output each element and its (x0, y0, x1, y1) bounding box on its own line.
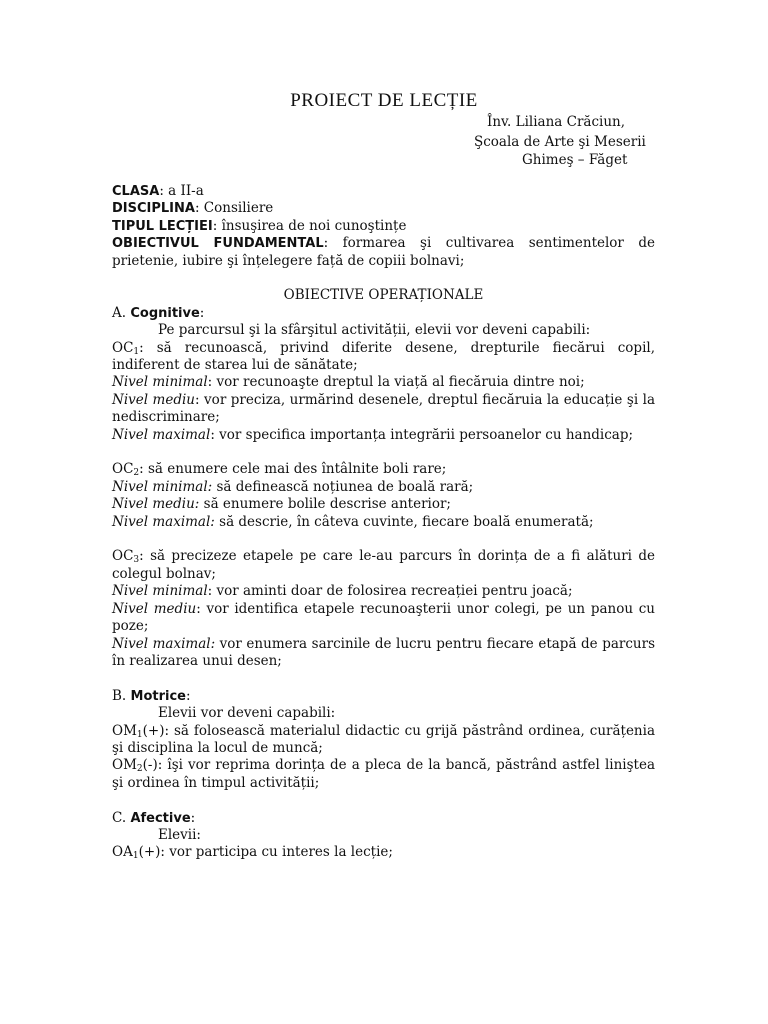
obiectiv-fundamental-label: OBIECTIVUL FUNDAMENTAL (112, 236, 324, 252)
oc2-line: $OC_2$: să enumere cele mai des întâlnite boli rare; (112, 461, 447, 479)
document-body (112, 183, 655, 862)
oc1-level-maximal: Nivel maximal: vor specifica importanța integrării persoanelor cu handicap; (112, 426, 634, 443)
oc2-level-mediu: Nivel mediu: să enumere bolile descrise anterior; (112, 496, 451, 513)
oc3-level-minimal: Nivel minimal: vor aminti doar de folosirea recreației pentru joacă; (112, 583, 573, 600)
oc3-level-maximal: Nivel maximal: vor enumera sarcinile de lucru pentru fiecare etapă de parcurs în realizarea unui desen; (112, 635, 656, 669)
oa1-line: $OA_1(+)$: vor participa cu interes la lecție; (112, 844, 393, 862)
disciplina-label: DISCIPLINA (112, 201, 195, 217)
oc3-line: $OC_3$: să precizeze etapele pe care le-au parcurs în dorința de a fi alături de colegul bolnav; (112, 548, 655, 582)
afective-label: Afective (130, 810, 191, 826)
om1-line: $OM_1(+)$: să folosească materialul didactic cu grijă păstrând ordinea, curățenia şi disciplina la locul de muncă; (112, 722, 655, 756)
disciplina-value: : Consiliere (194, 200, 274, 217)
oc3-level-mediu: Nivel mediu: vor identifica etapele recunoaşterii unor colegi, pe un panou cu poze; (112, 600, 655, 635)
disciplina-line (112, 200, 655, 217)
page-title: PROIECT DE LECȚIE (290, 90, 478, 111)
tipul-value: : însuşirea de noi cunoştințe (212, 217, 407, 234)
obiectiv-fundamental-value: : formarea şi cultivarea sentimentelor de prietenie, iubire şi înțelegere față de copiii bolnavi; (112, 235, 655, 269)
oc1-level-mediu: Nivel mediu: vor preciza, urmărind desenele, dreptul fiecăruia la educație şi la nediscriminare; (112, 391, 655, 426)
oc1-line: $OC_1$: să recunoască, privind diferite desene, drepturile fiecărui copil, indiferent de starea lui de sănătate; (112, 339, 655, 374)
obiective-heading: OBIECTIVE OPERAȚIONALE (283, 287, 484, 304)
motrice-label: Motrice (130, 688, 186, 704)
cognitive-intro: Pe parcursul şi la sfârşitul activității, elevii vor deveni capabili: (158, 322, 591, 339)
om2-line: $OM_2(-)$: îşi vor reprima dorința de a pleca de la bancă, păstrând astfel liniştea şi ordinea în timpul activității; (112, 757, 655, 791)
clasa-value: : a II-a (159, 183, 204, 199)
cognitive-label: Cognitive (130, 305, 200, 321)
oc1-level-minimal: Nivel minimal: vor recunoaşte dreptul la viață al fiecăruia dintre noi; (112, 374, 585, 391)
author-name: Înv. Liliana Crăciun, (487, 114, 626, 130)
tipul-line (112, 218, 655, 235)
afective-intro: Elevii: (158, 826, 201, 843)
motrice-heading: B. Motrice: (112, 687, 191, 704)
clasa-label: CLASA (112, 184, 160, 199)
obiectiv-fundamental (112, 235, 655, 270)
author-school: Şcoala de Arte şi Meserii (474, 134, 646, 150)
tipul-label: TIPUL LECȚIEI (112, 218, 213, 234)
motrice-intro: Elevii vor deveni capabili: (158, 705, 336, 722)
clasa-line (112, 183, 655, 200)
cognitive-heading: A. Cognitive: (112, 304, 205, 321)
afective-heading: C. Afective: (112, 809, 196, 826)
oc2-level-minimal: Nivel minimal: să definească noțiunea de boală rară; (112, 478, 474, 495)
author-location: Ghimeş – Făget (522, 152, 628, 168)
oc2-level-maximal: Nivel maximal: să descrie, în câteva cuvinte, fiecare boală enumerată; (112, 513, 594, 530)
